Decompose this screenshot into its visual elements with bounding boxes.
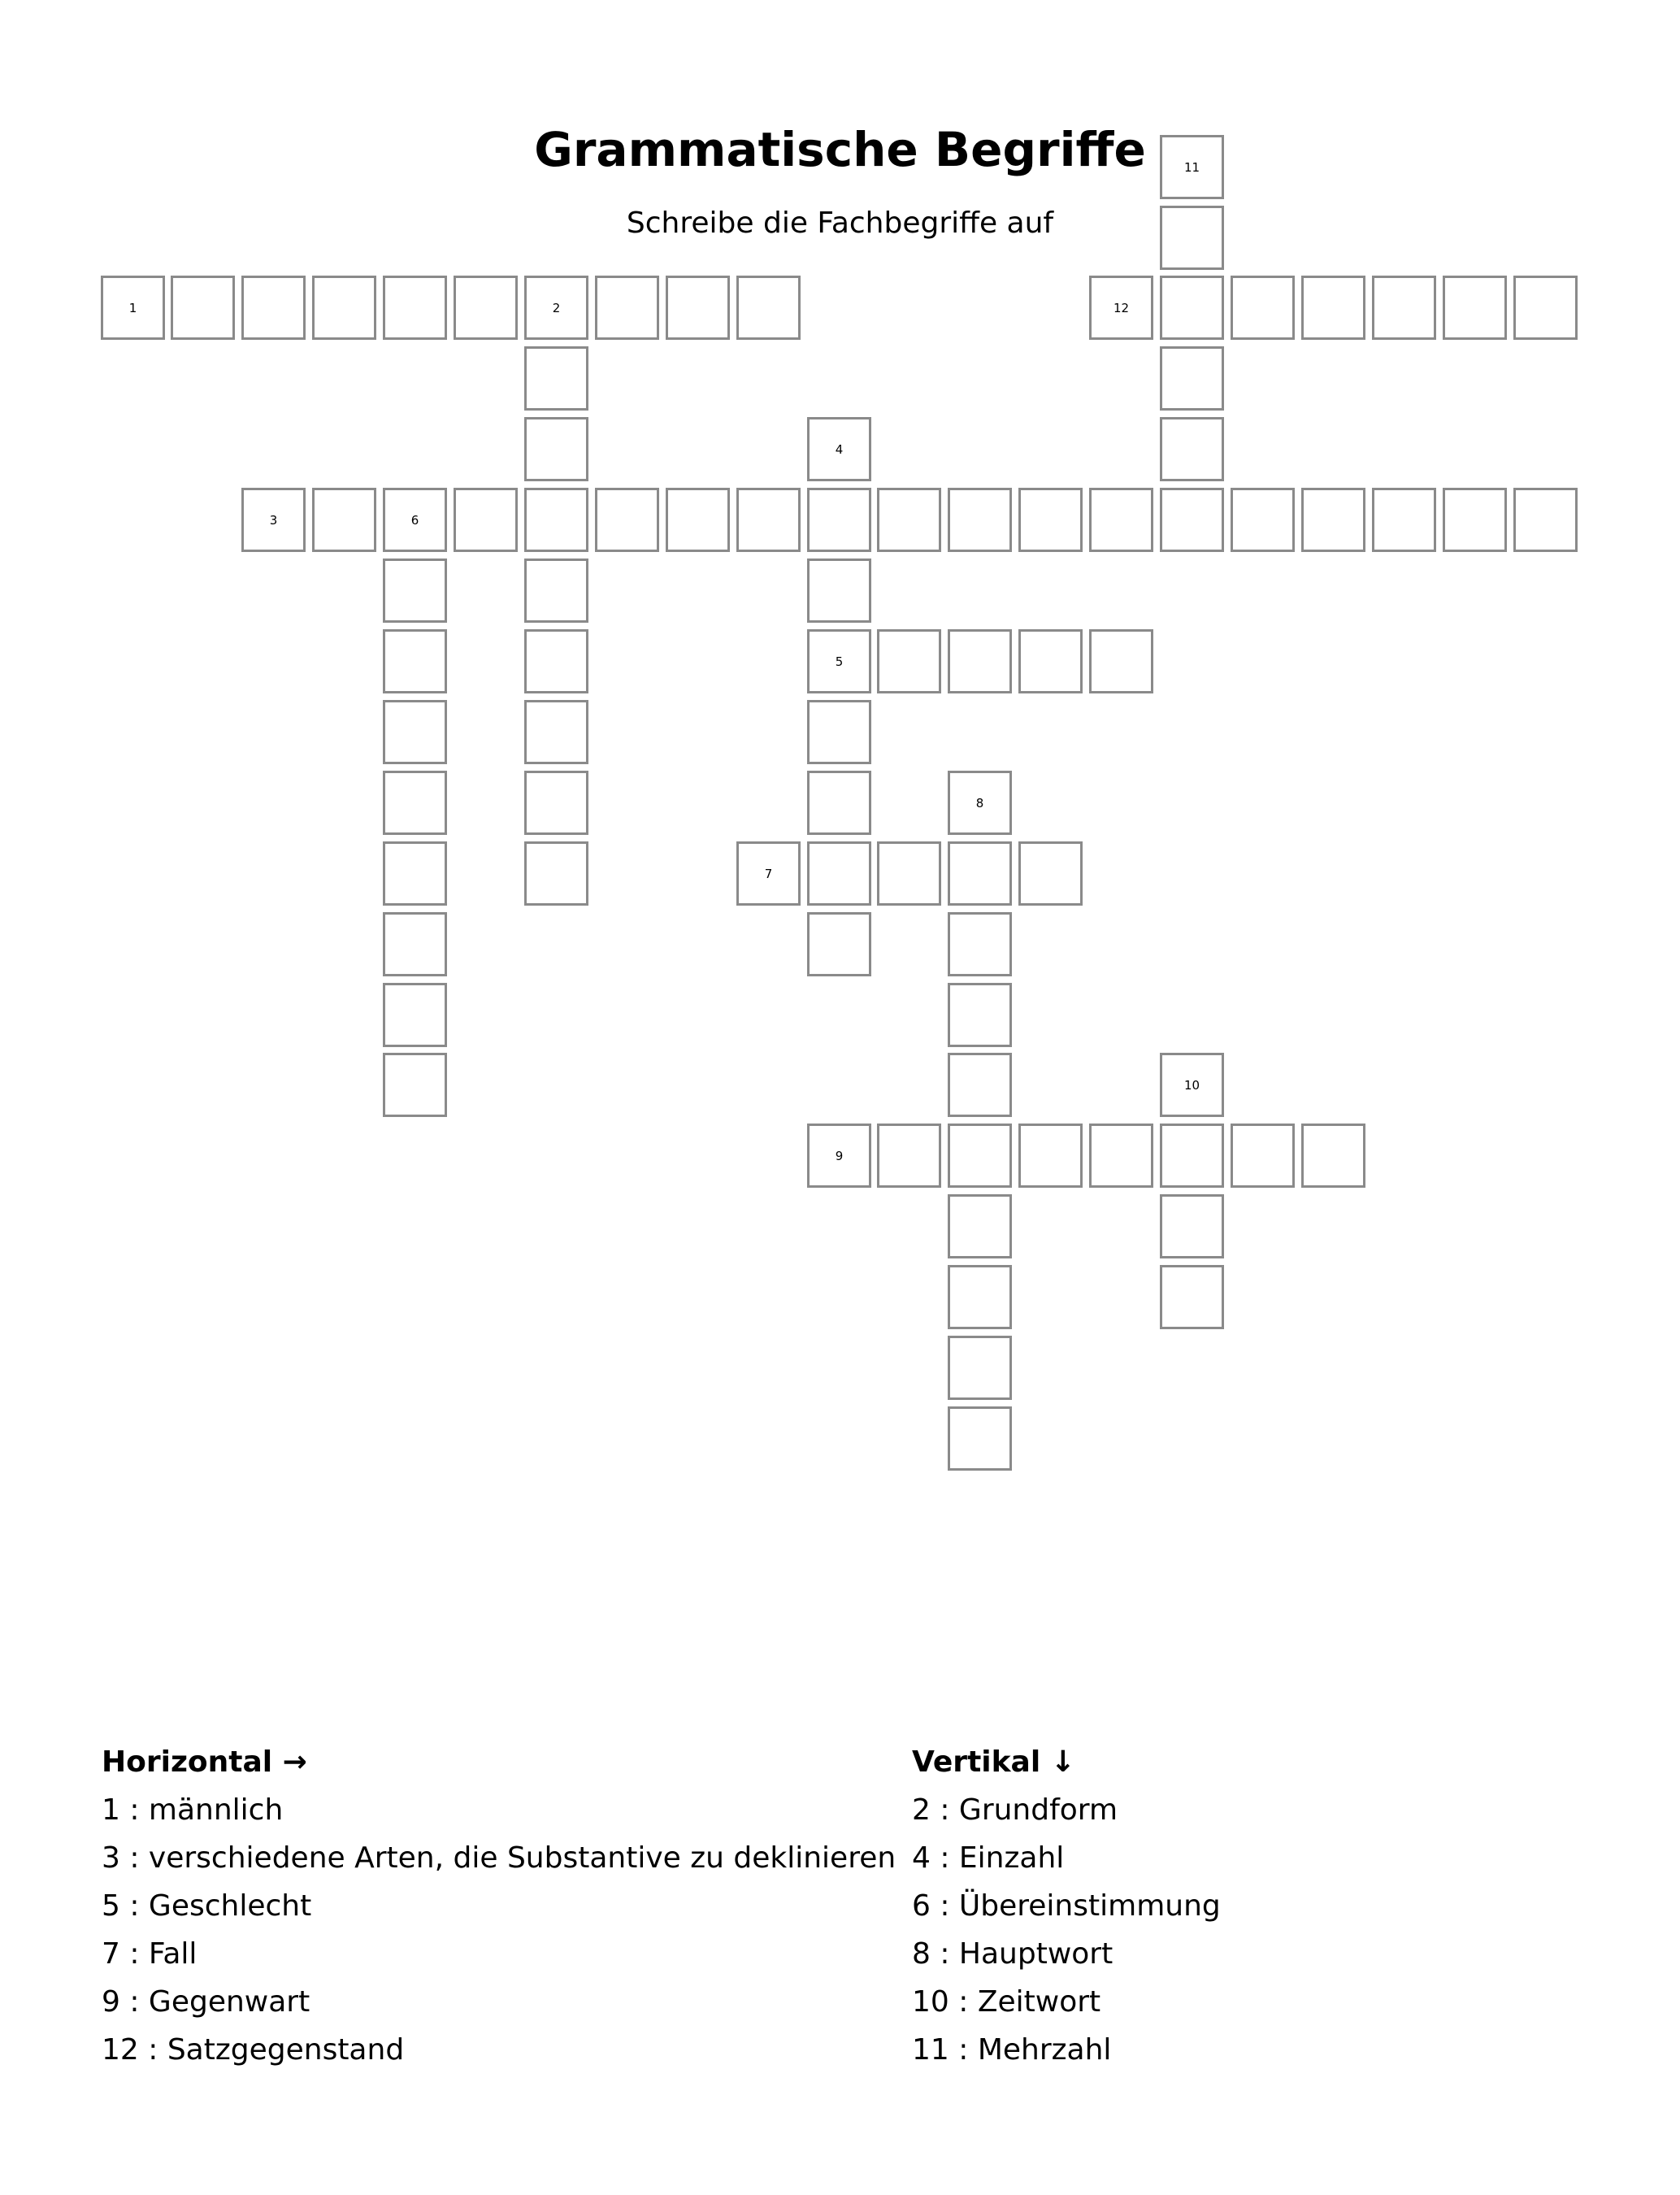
clue-number: 7 — [764, 866, 773, 881]
crossword-cell[interactable] — [948, 841, 1012, 906]
clue-down-2: 2 : Grundform — [912, 1793, 1118, 1827]
crossword-cell[interactable] — [454, 276, 518, 340]
crossword-cell[interactable] — [807, 771, 871, 835]
crossword-cell[interactable] — [595, 276, 659, 340]
clue-across-3: 3 : verschiedene Arten, die Substantive zu deklinieren — [102, 1841, 896, 1875]
crossword-cell[interactable] — [454, 488, 518, 552]
crossword-cell[interactable] — [877, 841, 941, 906]
crossword-cell[interactable] — [1018, 841, 1083, 906]
crossword-cell[interactable] — [1018, 1124, 1083, 1188]
crossword-cell[interactable] — [1443, 276, 1507, 340]
crossword-cell[interactable] — [1018, 629, 1083, 693]
crossword-cell[interactable] — [948, 1194, 1012, 1258]
crossword-cell[interactable] — [948, 983, 1012, 1047]
crossword-cell[interactable] — [383, 841, 447, 906]
clue-number: 10 — [1183, 1077, 1200, 1093]
crossword-cell[interactable] — [383, 276, 447, 340]
crossword-cell[interactable] — [1160, 1265, 1224, 1329]
clue-down-6: 6 : Übereinstimmung — [912, 1889, 1221, 1923]
crossword-cell[interactable] — [666, 488, 730, 552]
crossword-cell[interactable] — [524, 559, 588, 623]
crossword-cell[interactable] — [807, 488, 871, 552]
clues-across-heading: Horizontal → — [102, 1745, 307, 1779]
crossword-cell-1[interactable] — [101, 276, 165, 340]
clue-number: 2 — [552, 300, 561, 315]
crossword-cell[interactable] — [383, 559, 447, 623]
clue-across-9: 9 : Gegenwart — [102, 1985, 310, 2019]
crossword-cell[interactable] — [807, 841, 871, 906]
crossword-cell[interactable] — [948, 1406, 1012, 1471]
clue-across-5: 5 : Geschlecht — [102, 1889, 312, 1923]
crossword-cell[interactable] — [383, 1053, 447, 1117]
crossword-cell[interactable] — [1372, 276, 1436, 340]
crossword-cell[interactable] — [1160, 417, 1224, 481]
crossword-cell[interactable] — [948, 1265, 1012, 1329]
clues-down-heading: Vertikal ↓ — [912, 1745, 1075, 1779]
clue-across-7: 7 : Fall — [102, 1937, 198, 1971]
page-title: Grammatische Begriffe — [534, 122, 1146, 177]
crossword-cell[interactable] — [948, 1124, 1012, 1188]
clue-number: 1 — [128, 300, 137, 315]
crossword-cell[interactable] — [1301, 276, 1365, 340]
crossword-cell-10[interactable] — [1160, 1053, 1224, 1117]
crossword-cell[interactable] — [948, 488, 1012, 552]
clue-number: 11 — [1183, 159, 1200, 175]
crossword-cell[interactable] — [1301, 1124, 1365, 1188]
crossword-cell-2[interactable] — [524, 276, 588, 340]
crossword-cell[interactable] — [595, 488, 659, 552]
crossword-cell[interactable] — [807, 700, 871, 764]
clue-across-1: 1 : männlich — [102, 1793, 284, 1827]
crossword-cell[interactable] — [1160, 276, 1224, 340]
crossword-cell[interactable] — [1089, 1124, 1153, 1188]
page-subtitle: Schreibe die Fachbegriffe auf — [626, 206, 1054, 240]
crossword-cell[interactable] — [1160, 1124, 1224, 1188]
clue-down-4: 4 : Einzahl — [912, 1841, 1065, 1875]
crossword-cell[interactable] — [524, 841, 588, 906]
clue-across-12: 12 : Satzgegenstand — [102, 2033, 405, 2067]
crossword-cell[interactable] — [524, 771, 588, 835]
crossword-cell[interactable] — [1089, 629, 1153, 693]
crossword-cell[interactable] — [383, 771, 447, 835]
clue-number: 6 — [410, 512, 419, 528]
clue-number: 12 — [1113, 300, 1130, 315]
crossword-cell[interactable] — [1513, 276, 1578, 340]
crossword-cell[interactable] — [524, 700, 588, 764]
crossword-cell[interactable] — [736, 488, 801, 552]
crossword-cell[interactable] — [312, 276, 376, 340]
crossword-cell[interactable] — [171, 276, 235, 340]
crossword-cell[interactable] — [241, 276, 306, 340]
crossword-cell-3[interactable] — [241, 488, 306, 552]
crossword-cell[interactable] — [383, 629, 447, 693]
crossword-cell[interactable] — [948, 912, 1012, 976]
clue-number: 4 — [835, 441, 844, 457]
crossword-cell[interactable] — [524, 346, 588, 411]
crossword-cell[interactable] — [807, 912, 871, 976]
crossword-cell[interactable] — [1231, 1124, 1295, 1188]
crossword-cell[interactable] — [1160, 206, 1224, 270]
crossword-cell[interactable] — [383, 700, 447, 764]
clue-down-11: 11 : Mehrzahl — [912, 2033, 1112, 2067]
clue-number: 5 — [835, 654, 844, 669]
crossword-cell[interactable] — [1089, 488, 1153, 552]
crossword-cell[interactable] — [1513, 488, 1578, 552]
crossword-cell[interactable] — [948, 629, 1012, 693]
crossword-cell[interactable] — [877, 629, 941, 693]
crossword-cell[interactable] — [1372, 488, 1436, 552]
crossword-cell[interactable] — [1160, 1194, 1224, 1258]
crossword-cell[interactable] — [948, 1336, 1012, 1400]
crossword-cell[interactable] — [877, 1124, 941, 1188]
crossword-cell[interactable] — [383, 912, 447, 976]
crossword-cell-7[interactable] — [736, 841, 801, 906]
crossword-cell[interactable] — [736, 276, 801, 340]
clue-down-10: 10 : Zeitwort — [912, 1985, 1101, 2019]
clue-number: 3 — [269, 512, 278, 528]
crossword-cell[interactable] — [1160, 346, 1224, 411]
clue-number: 8 — [975, 795, 984, 811]
crossword-cell[interactable] — [383, 983, 447, 1047]
crossword-cell-5[interactable] — [807, 629, 871, 693]
clues-down — [912, 1738, 1603, 2074]
crossword-cell[interactable] — [1018, 488, 1083, 552]
crossword-cell[interactable] — [524, 488, 588, 552]
crossword-cell[interactable] — [666, 276, 730, 340]
crossword-cell-11[interactable] — [1160, 135, 1224, 199]
crossword-cell[interactable] — [1443, 488, 1507, 552]
clues-across — [102, 1738, 896, 2074]
clue-number: 9 — [835, 1148, 844, 1163]
crossword-cell-12[interactable] — [1089, 276, 1153, 340]
crossword-cell-4[interactable] — [807, 417, 871, 481]
crossword-cell-6[interactable] — [383, 488, 447, 552]
crossword-cell-8[interactable] — [948, 771, 1012, 835]
crossword-cell[interactable] — [1231, 276, 1295, 340]
clue-down-8: 8 : Hauptwort — [912, 1937, 1113, 1971]
crossword-cell[interactable] — [1301, 488, 1365, 552]
crossword-cell[interactable] — [524, 417, 588, 481]
crossword-cell-9[interactable] — [807, 1124, 871, 1188]
crossword-cell[interactable] — [948, 1053, 1012, 1117]
crossword-cell[interactable] — [524, 629, 588, 693]
crossword-cell[interactable] — [807, 559, 871, 623]
crossword-cell[interactable] — [1231, 488, 1295, 552]
crossword-cell[interactable] — [1160, 488, 1224, 552]
crossword-cell[interactable] — [877, 488, 941, 552]
crossword-cell[interactable] — [312, 488, 376, 552]
